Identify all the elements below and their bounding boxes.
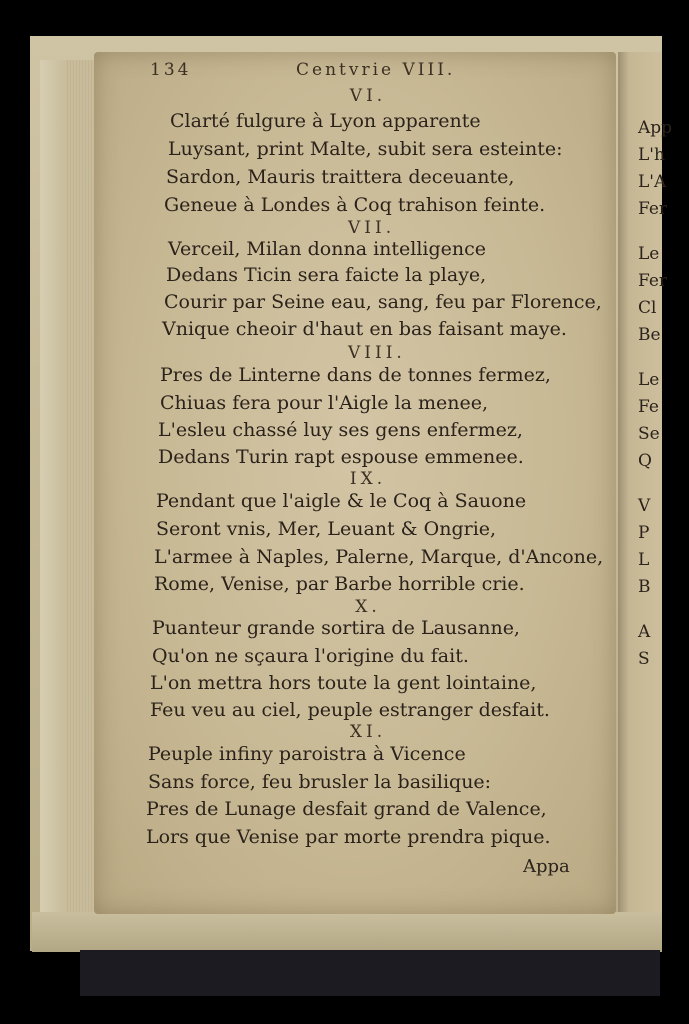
verse-line: Verceil, Milan donna intelligence <box>168 238 487 260</box>
facing-page-fragment: L'A <box>638 172 667 192</box>
facing-page-fragment: S <box>638 649 650 669</box>
facing-page-fragment: Fer <box>638 271 668 291</box>
verse-line: Feu veu au ciel, peuple estranger desfait. <box>150 699 550 721</box>
quatrain-numeral: VIII. <box>348 343 406 363</box>
verse-line: Seront vnis, Mer, Leuant & Ongrie, <box>156 518 497 540</box>
facing-page-fragment: P <box>638 523 650 543</box>
verse-line: Courir par Seine eau, sang, feu par Florence, <box>164 291 602 313</box>
quatrain-numeral: VI. <box>349 86 387 106</box>
verse-line: Vnique cheoir d'haut en bas faisant maye. <box>162 318 567 340</box>
verse-line: Pendant que l'aigle & le Coq à Sauone <box>156 490 527 512</box>
verse-line: L'armee à Naples, Palerne, Marque, d'Ancone, <box>154 546 604 568</box>
catchword: Appa <box>523 856 570 877</box>
verse-line: Puanteur grande sortira de Lausanne, <box>152 617 520 639</box>
verse-line: Rome, Venise, par Barbe horrible crie. <box>154 573 525 595</box>
cover-bottom <box>32 912 662 952</box>
quatrain-numeral: IX. <box>349 469 387 489</box>
facing-page-fragment: A <box>638 622 651 642</box>
page-number: 134 <box>150 60 192 80</box>
quatrain-numeral: XI. <box>349 722 387 742</box>
verse-line: Dedans Ticin sera faicte la playe, <box>166 264 487 286</box>
verse-line: Sans force, feu brusler la basilique: <box>148 771 492 793</box>
verse-line: Lors que Venise par morte prendra pique. <box>146 826 551 848</box>
facing-page-fragment: Cl <box>638 298 657 318</box>
facing-page-fragment: Fe <box>638 397 659 417</box>
quatrain-numeral: X. <box>355 597 381 617</box>
verse-line: L'on mettra hors toute la gent lointaine, <box>150 672 537 694</box>
running-title: Centvrie VIII. <box>296 60 456 80</box>
verse-line: Geneue à Londes à Coq trahison feinte. <box>164 194 546 216</box>
verse-line: Peuple infiny paroistra à Vicence <box>148 743 466 765</box>
verse-line: Luysant, print Malte, subit sera esteinte: <box>168 138 563 160</box>
facing-page-fragment: App <box>638 118 673 138</box>
facing-page-fragment: Q <box>638 451 652 471</box>
facing-page-fragment: Se <box>638 424 660 444</box>
verse-line: Pres de Lunage desfait grand de Valence, <box>146 798 547 820</box>
verse-line: Dedans Turin rapt espouse emmenee. <box>158 446 524 468</box>
verse-line: Chiuas fera pour l'Aigle la menee, <box>160 392 488 414</box>
verse-line: Sardon, Mauris traittera deceuante, <box>166 166 515 188</box>
facing-page-fragment: Be <box>638 325 661 345</box>
facing-page-fragment: Fer <box>638 199 668 219</box>
facing-page-fragment: Le <box>638 244 660 264</box>
facing-page-fragment: V <box>638 496 651 516</box>
verse-line: Qu'on ne sçaura l'origine du fait. <box>152 645 469 667</box>
background-shadow <box>80 950 660 996</box>
facing-page-fragment: B <box>638 577 651 597</box>
verse-line: Clarté fulgure à Lyon apparente <box>170 110 481 132</box>
facing-page-fragment: L'h <box>638 145 665 165</box>
verse-line: L'esleu chassé luy ses gens enfermez, <box>158 419 523 441</box>
verse-line: Pres de Linterne dans de tonnes fermez, <box>160 364 551 386</box>
facing-page-fragment: L <box>638 550 650 570</box>
quatrain-numeral: VII. <box>348 218 396 238</box>
facing-page-fragment: Le <box>638 370 660 390</box>
